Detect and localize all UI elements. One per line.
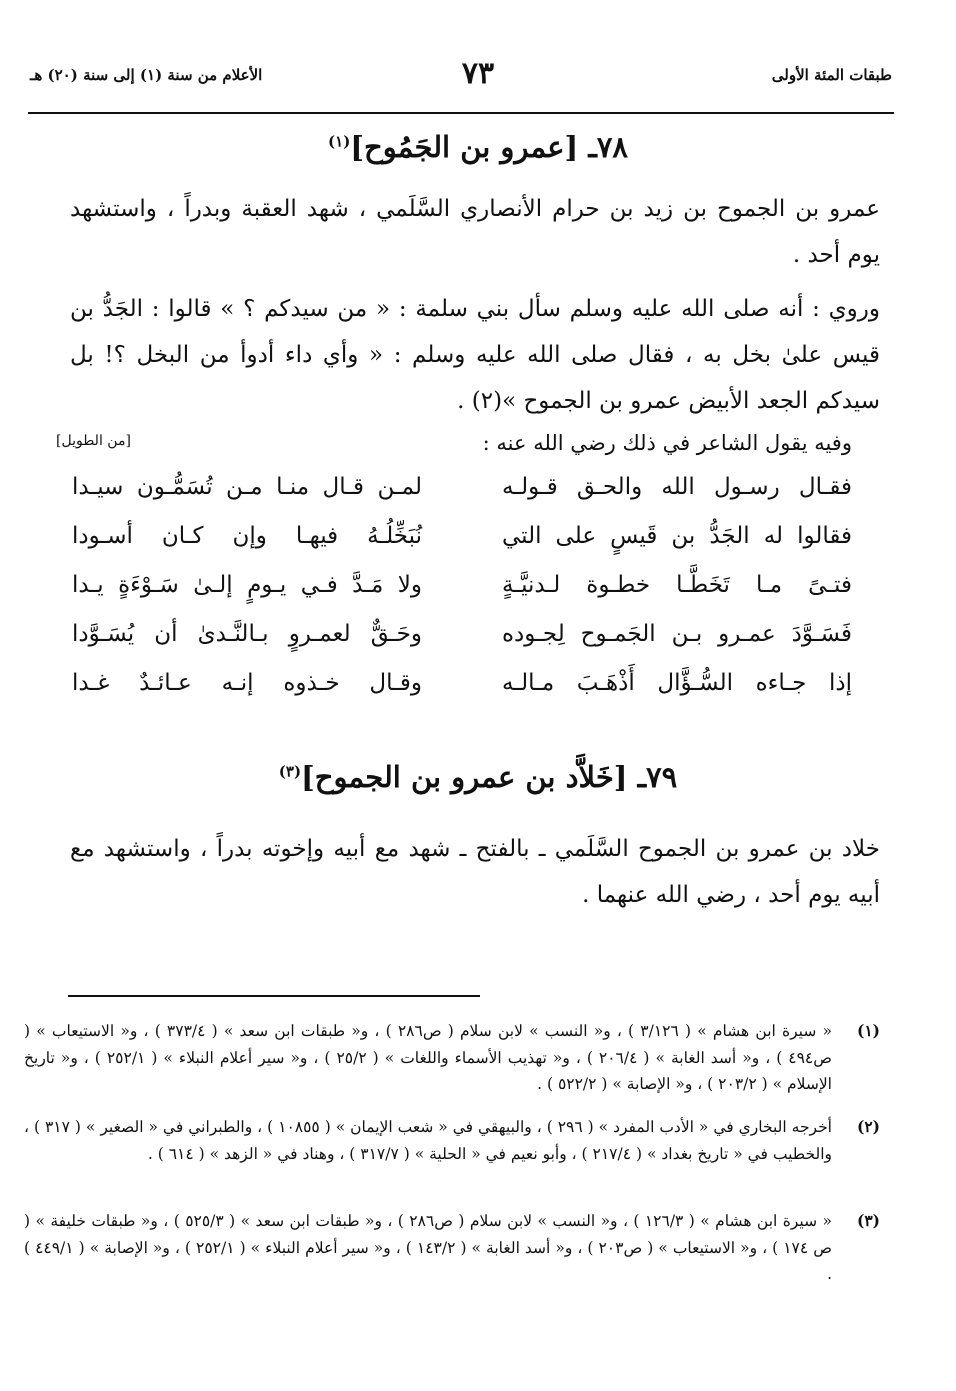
poem-verse bbox=[72, 670, 852, 716]
footnote-reference: (٣) bbox=[278, 762, 302, 781]
poem-verse bbox=[72, 621, 852, 667]
footnote-divider bbox=[68, 995, 480, 997]
poem-verse bbox=[72, 523, 852, 569]
entry-title-text: ٧٩ـ [خَلاَّد بن عمرو بن الجموح] bbox=[301, 760, 678, 794]
footnote-text: « سيرة ابن هشام » ( ٣/١٢٦ ) ، و« النسب » لابن سلام ( ص٢٨٦ ) ، و« طبقات ابن سعد » ( ٣٧٣/٤ ) ، و« الاستيعاب » ( ص٤٩٤ ) ، و« أسد الغابة » ( ٢٠٦/٤ ) ، و« تهذيب الأسماء واللغات » ( ٢٥/٢ ) ، و« سير أعلام النبلاء » ( ٢٥٢/١ ) ، و« تاريخ الإسلام » ( ٢٠٣/٢ ) ، و« الإصابة » ( ٥٢٢/٢ ) . bbox=[24, 1022, 832, 1093]
verse-second-hemistich: وحَـقٌّ لعمـروٍ بـالنَّـدىٰ أن يُسَـوَّدا bbox=[72, 621, 422, 647]
verse-second-hemistich: وقـال خـذوه إنـه عـائـدٌ غـدا bbox=[72, 670, 422, 696]
verse-first-hemistich: فتـىً مـا تَخَطَّـا خطـوة لـدنيَّـةٍ bbox=[502, 572, 852, 598]
entry-title bbox=[0, 130, 956, 164]
footnote bbox=[24, 1114, 880, 1167]
poem-meter-label: [من الطويل] bbox=[56, 433, 131, 449]
footnote-text: « سيرة ابن هشام » ( ١٢٦/٣ ) ، و« النسب » لابن سلام ( ص٢٨٦ ) ، و« طبقات ابن سعد » ( ٥٢٥/٣ ) ، و« طبقات خليفة » ( ص ١٧٤ ) ، و« الاستيعاب » ( ص٢٠٣ ) ، و« أسد الغابة » ( ١٤٣/٢ ) ، و« سير أعلام النبلاء » ( ٢٥٢/١ ) ، و« الإصابة » ( ٤٤٩/١ ) . bbox=[24, 1212, 833, 1283]
verse-first-hemistich: فَسَـوَّدَ عمـرو بـن الجَمـوح لِجـوده bbox=[502, 621, 852, 647]
header-divider bbox=[28, 112, 894, 114]
verse-first-hemistich: فقالوا له الجَدُّ بن قَيسٍ على التي bbox=[502, 523, 852, 549]
verse-second-hemistich: نُبَخِّلُـهُ فيهـا وإن كـان أسـودا bbox=[72, 523, 422, 549]
verse-second-hemistich: ولا مَـدَّ فـي يـومٍ إلـىٰ سَـوْءَةٍ يـدا bbox=[72, 572, 422, 598]
page-number: ٧٣ bbox=[461, 56, 495, 91]
footnote-number: (٢) bbox=[856, 1117, 880, 1136]
verse-first-hemistich: فقـال رسـول الله والحـق قـولـه bbox=[502, 474, 852, 500]
footnote-number: (١) bbox=[856, 1021, 880, 1040]
section-title-header: الأعلام من سنة (١) إلى سنة (٢٠) هـ bbox=[30, 66, 263, 84]
footnote bbox=[24, 1018, 880, 1098]
book-title-header: طبقات المئة الأولى bbox=[771, 66, 892, 84]
entry-paragraph: وروي : أنه صلى الله عليه وسلم سأل بني سلمة : « من سيدكم ؟ » قالوا : الجَدُّ بن قيس علىٰ بخل به ، فقال صلى الله عليه وسلم : « وأي داء أدوأ من البخل ؟! بل سيدكم الجعد الأبيض عمرو بن الجموح »(٢) . bbox=[70, 296, 880, 414]
footnote-reference: (١) bbox=[328, 132, 351, 151]
poem-verse bbox=[72, 572, 852, 618]
verse-first-hemistich: إذا جـاءه السُّـؤَّال أَذْهَـبَ مـالـه bbox=[502, 670, 852, 696]
entry-paragraph: خلاد بن عمرو بن الجموح السَّلَمي ـ بالفتح ـ شهد مع أبيه وإخوته بدراً ، واستشهد مع أبيه يوم أحد ، رضي الله عنهما . bbox=[70, 836, 880, 908]
footnote-text: أخرجه البخاري في « الأدب المفرد » ( ٢٩٦ ) ، والبيهقي في « شعب الإيمان » ( ١٠٨٥٥ ) ، والطبراني في « الصغير » ( ٣١٧ ) ، والخطيب في « تاريخ بغداد » ( ٢١٧/٤ ) ، وأبو نعيم في « الحلية » ( ٣١٧/٧ ) ، وهناد في « الزهد » ( ٦١٤ ) . bbox=[24, 1118, 832, 1163]
footnote-number: (٣) bbox=[856, 1211, 880, 1230]
entry-paragraph: عمرو بن الجموح بن زيد بن حرام الأنصاري السَّلَمي ، شهد العقبة وبدراً ، واستشهد يوم أحد . bbox=[70, 196, 880, 268]
entry-title bbox=[0, 760, 956, 794]
poem-verse bbox=[72, 474, 852, 520]
poem-intro: وفيه يقول الشاعر في ذلك رضي الله عنه : bbox=[482, 431, 852, 455]
entry-title-text: ٧٨ـ [عمرو بن الجَمُوح] bbox=[350, 130, 628, 164]
verse-second-hemistich: لمـن قـال منـا مـن تُسَمُّـون سيـدا bbox=[72, 474, 422, 500]
footnote bbox=[24, 1208, 880, 1288]
